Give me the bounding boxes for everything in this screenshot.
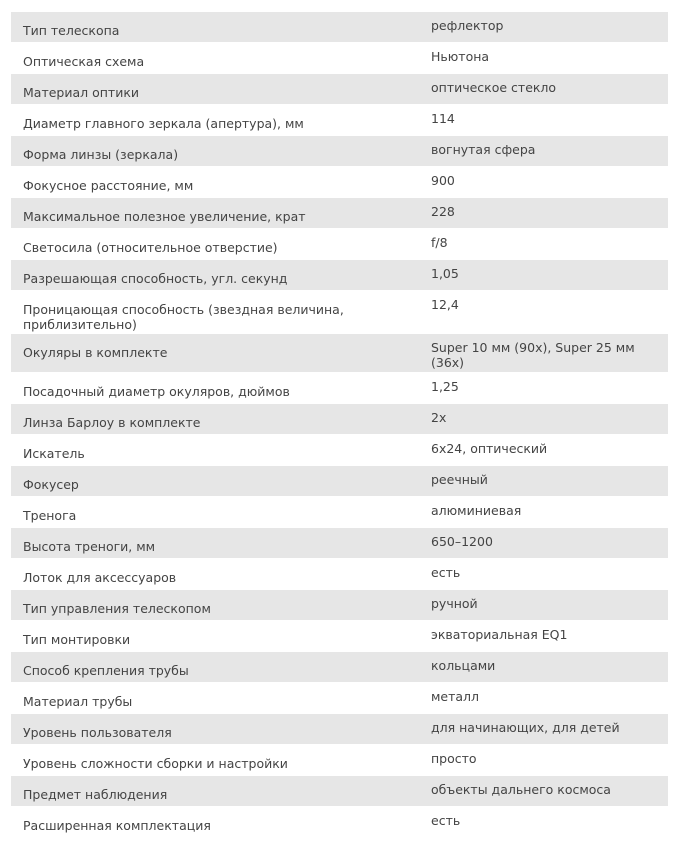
spec-name: Фокусер xyxy=(11,466,419,497)
specifications-table xyxy=(11,11,668,838)
spec-row xyxy=(11,776,668,807)
spec-name: Высота треноги, мм xyxy=(11,528,419,559)
spec-value: 2x xyxy=(419,404,668,435)
spec-name: Линза Барлоу в комплекте xyxy=(11,404,419,435)
spec-value: для начинающих, для детей xyxy=(419,714,668,745)
spec-row xyxy=(11,43,668,74)
spec-name: Тип управления телескопом xyxy=(11,590,419,621)
spec-value: объекты дальнего космоса xyxy=(419,776,668,807)
spec-value: есть xyxy=(419,807,668,838)
spec-value: есть xyxy=(419,559,668,590)
spec-value: 228 xyxy=(419,198,668,229)
spec-value: 1,25 xyxy=(419,373,668,404)
spec-row xyxy=(11,12,668,43)
spec-row xyxy=(11,497,668,528)
spec-name: Светосила (относительное отверстие) xyxy=(11,229,419,260)
spec-name: Материал оптики xyxy=(11,74,419,105)
spec-name: Фокусное расстояние, мм xyxy=(11,167,419,198)
spec-value: алюминиевая xyxy=(419,497,668,528)
spec-name: Способ крепления трубы xyxy=(11,652,419,683)
spec-value: металл xyxy=(419,683,668,714)
spec-row xyxy=(11,528,668,559)
spec-name: Посадочный диаметр окуляров, дюймов xyxy=(11,373,419,404)
spec-row xyxy=(11,334,668,373)
spec-value: ручной xyxy=(419,590,668,621)
spec-row xyxy=(11,466,668,497)
spec-row xyxy=(11,373,668,404)
spec-value: рефлектор xyxy=(419,12,668,43)
spec-name: Тренога xyxy=(11,497,419,528)
spec-value: экваториальная EQ1 xyxy=(419,621,668,652)
spec-name: Лоток для аксессуаров xyxy=(11,559,419,590)
spec-value: 1,05 xyxy=(419,260,668,291)
spec-name: Тип телескопа xyxy=(11,12,419,43)
spec-row xyxy=(11,74,668,105)
spec-row xyxy=(11,683,668,714)
spec-name: Материал трубы xyxy=(11,683,419,714)
spec-name: Разрешающая способность, угл. секунд xyxy=(11,260,419,291)
spec-row xyxy=(11,260,668,291)
spec-row xyxy=(11,745,668,776)
spec-row xyxy=(11,291,668,334)
spec-name: Искатель xyxy=(11,435,419,466)
spec-value: Ньютона xyxy=(419,43,668,74)
spec-value: просто xyxy=(419,745,668,776)
spec-name: Тип монтировки xyxy=(11,621,419,652)
spec-value: кольцами xyxy=(419,652,668,683)
spec-name: Проницающая способность (звездная величина, приблизительно) xyxy=(11,291,419,334)
spec-row xyxy=(11,652,668,683)
spec-row xyxy=(11,590,668,621)
spec-row xyxy=(11,105,668,136)
spec-row xyxy=(11,807,668,838)
spec-row xyxy=(11,198,668,229)
spec-value: 650–1200 xyxy=(419,528,668,559)
spec-value: f/8 xyxy=(419,229,668,260)
spec-row xyxy=(11,621,668,652)
spec-name: Оптическая схема xyxy=(11,43,419,74)
spec-row xyxy=(11,559,668,590)
spec-name: Форма линзы (зеркала) xyxy=(11,136,419,167)
spec-row xyxy=(11,136,668,167)
spec-name: Уровень пользователя xyxy=(11,714,419,745)
spec-name: Максимальное полезное увеличение, крат xyxy=(11,198,419,229)
spec-name: Диаметр главного зеркала (апертура), мм xyxy=(11,105,419,136)
spec-row xyxy=(11,167,668,198)
spec-name: Расширенная комплектация xyxy=(11,807,419,838)
spec-row xyxy=(11,435,668,466)
spec-value: 6x24, оптический xyxy=(419,435,668,466)
spec-value: вогнутая сфера xyxy=(419,136,668,167)
spec-name: Уровень сложности сборки и настройки xyxy=(11,745,419,776)
spec-value: 12,4 xyxy=(419,291,668,334)
spec-value: Super 10 мм (90x), Super 25 мм (36x) xyxy=(419,334,668,373)
spec-value: 114 xyxy=(419,105,668,136)
spec-row xyxy=(11,404,668,435)
spec-value: 900 xyxy=(419,167,668,198)
spec-row xyxy=(11,229,668,260)
spec-value: реечный xyxy=(419,466,668,497)
spec-name: Предмет наблюдения xyxy=(11,776,419,807)
spec-value: оптическое стекло xyxy=(419,74,668,105)
spec-name: Окуляры в комплекте xyxy=(11,334,419,373)
spec-row xyxy=(11,714,668,745)
